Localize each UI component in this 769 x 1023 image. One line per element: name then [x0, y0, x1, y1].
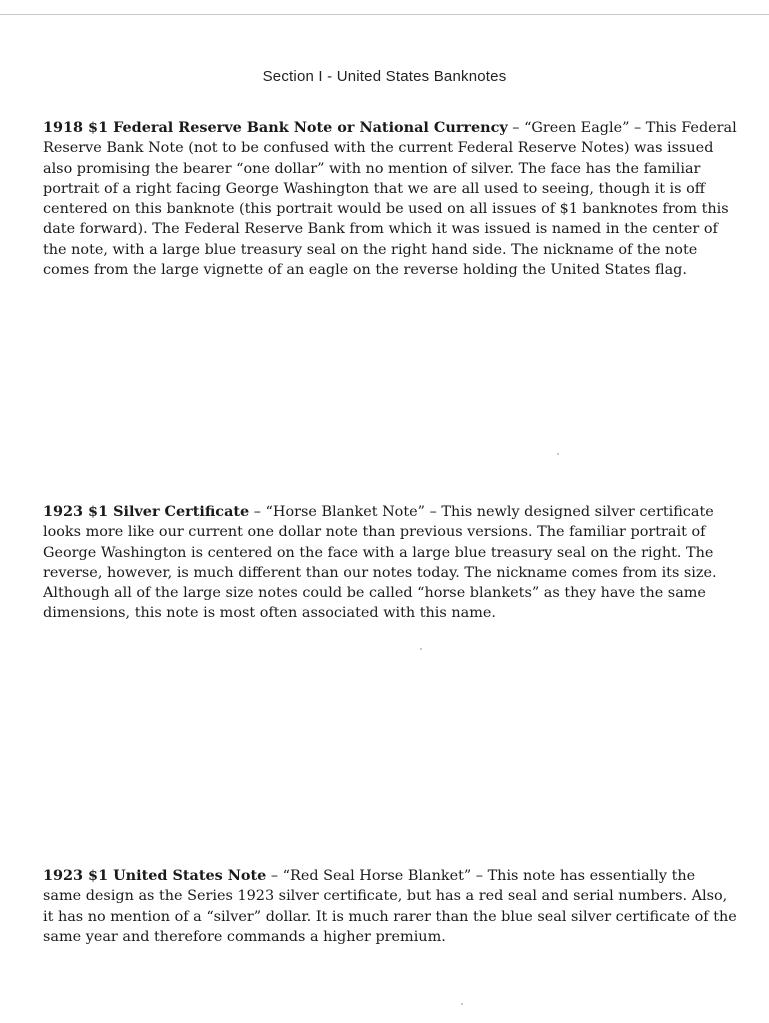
entry-body: – “Green Eagle” – This Federal Reserve Bank Note (not to be confused with the current Federal Reserve Notes) was issued also promising the bearer “one dollar” with no mention of silver. The face has the familiar portrait of a right facing George Washington that we are all used to seeing, though it is off centered on this banknote (this portrait would be used on all issues of $1 banknotes from this date forward). The Federal Reserve Bank from which it was issued is named in the center of the note, with a large blue treasury seal on the right hand side. The nickname of the note comes from the large vignette of an eagle on the reverse holding the United States flag. — [43, 120, 737, 279]
entry-title: 1918 $1 Federal Reserve Bank Note or National Currency — [43, 119, 508, 136]
entry-body: – “Horse Blanket Note” – This newly designed silver certificate looks more like our current one dollar note than previous versions. The familiar portrait of George Washington is centered on the face with a large blue treasury seal on the right. The reverse, however, is much different than our notes today. The nickname comes from its size. Although all of the large size notes could be called “horse blankets” as they have the same dimensions, this note is most often associated with this name. — [43, 504, 717, 622]
entry-1923-united-states-note — [43, 866, 737, 947]
entry-body: – “Red Seal Horse Blanket” – This note has essentially the same design as the Series 1923 silver certificate, but has a red seal and serial numbers. Also, it has no mention of a “silver” dollar. It is much rarer than the blue seal silver certificate of the same year and therefore commands a higher premium. — [43, 868, 737, 945]
scan-speck — [420, 648, 422, 650]
entry-1918-federal-reserve-bank-note — [43, 118, 737, 280]
entry-1923-silver-certificate — [43, 502, 737, 624]
top-rule — [0, 14, 769, 15]
scan-speck — [557, 453, 559, 455]
entry-title: 1923 $1 United States Note — [43, 867, 267, 884]
entry-title: 1923 $1 Silver Certificate — [43, 503, 250, 520]
section-title: Section I - United States Banknotes — [262, 68, 507, 85]
scan-speck — [461, 1003, 463, 1005]
